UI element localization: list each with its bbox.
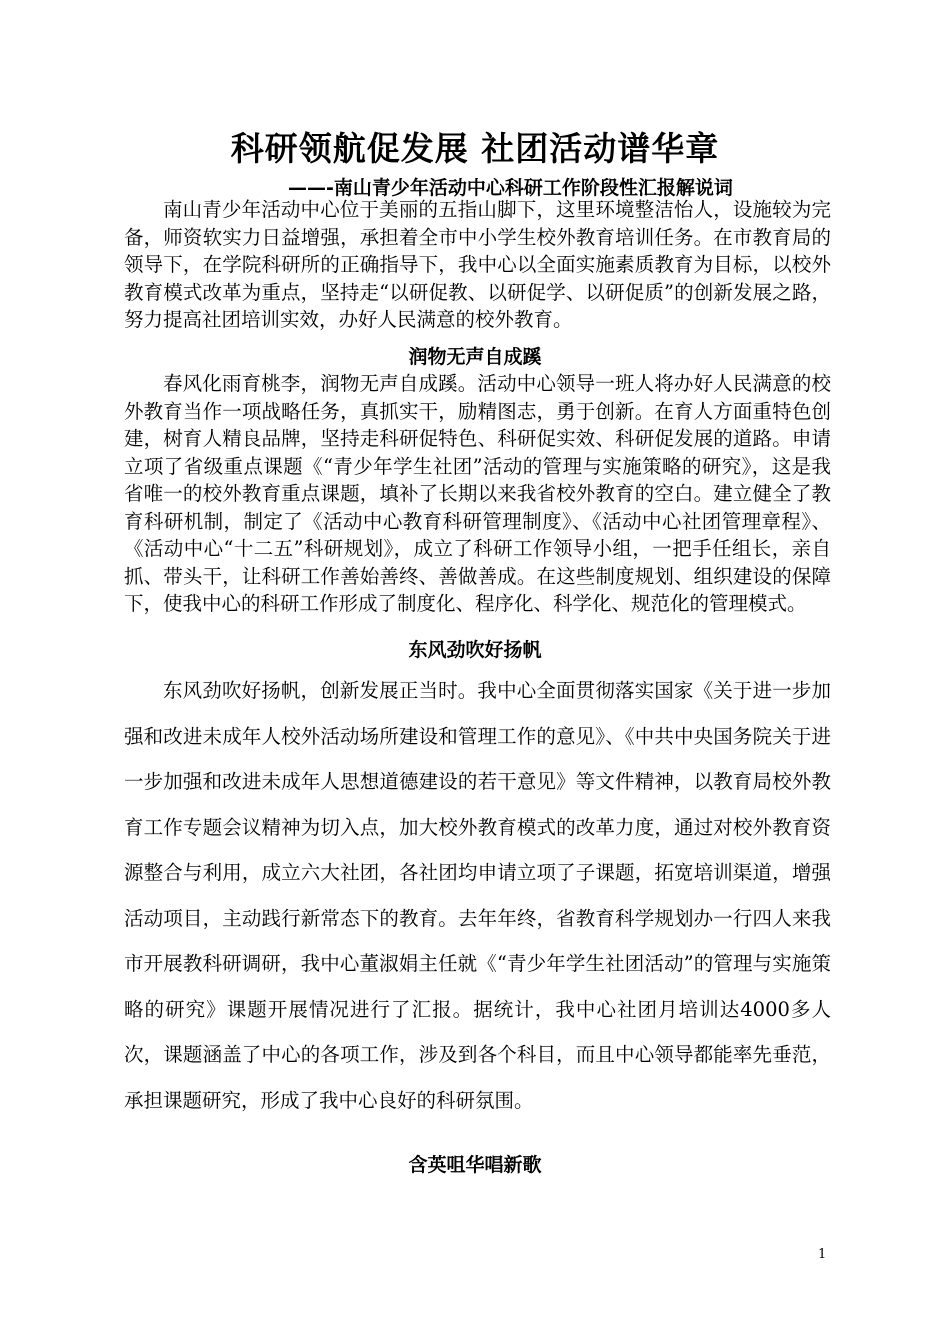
document-title: 科研领航促发展 社团活动谱华章 (230, 129, 720, 168)
section-heading-1: 润物无声自成蹊 (408, 346, 542, 368)
intro-paragraph: 南山青少年活动中心位于美丽的五指山脚下，这里环境整洁怡人，设施较为完备，师资软实力日益增强，承担着全市中小学生校外教育培训任务。在市教育局的领导下，在学院科研所的正确指导下，我中心以全面实施素质教育为目标，以校外教育模式改革为重点，坚持走“以研促教、以研促学、以研促质”的创新发展之路，努力提高社团培训实效，办好人民满意的校外教育。 (124, 198, 831, 331)
section-heading-2: 东风劲吹好扬帆 (408, 639, 542, 661)
page-number: 1 (818, 1247, 827, 1262)
section-heading-3: 含英咀华唱新歌 (408, 1154, 542, 1176)
section-body-1: 春风化雨育桃李，润物无声自成蹊。活动中心领导一班人将办好人民满意的校外教育当作一项战略任务，真抓实干，励精图志，勇于创新。在育人方面重特色创建，树育人精良品牌，坚持走科研促特色、科研促实效、科研促发展的道路。申请立项了省级重点课题《“青少年学生社团”活动的管理与实施策略的研究》，这是我省唯一的校外教育重点课题，填补了长期以来我省校外教育的空白。建立健全了教育科研机制，制定了《活动中心教育科研管理制度》、《活动中心社团管理章程》、《活动中心“十二五”科研规划》，成立了科研工作领导小组，一把手任组长，亲自抓、带头干，让科研工作善始善终、善做善成。在这些制度规划、组织建设的保障下，使我中心的科研工作形成了制度化、程序化、科学化、规范化的管理模式。 (124, 372, 831, 615)
document-subtitle: ——-南山青少年活动中心科研工作阶段性汇报解说词 (288, 177, 733, 199)
section-body-2: 东风劲吹好扬帆，创新发展正当时。我中心全面贯彻落实国家《关于进一步加强和改进未成年人校外活动场所建设和管理工作的意见》、《中共中央国务院关于进一步加强和改进未成年人思想道德建设的若干意见》等文件精神，以教育局校外教育工作专题会议精神为切入点，加大校外教育模式的改革力度，通过对校外教育资源整合与利用，成立六大社团，各社团均申请立项了子课题，拓宽培训渠道，增强活动项目，主动践行新常态下的教育。去年年终，省教育科学规划办一行四人来我市开展教科研调研，我中心董淑娟主任就《“青少年学生社团活动”的管理与实施策略的研究》课题开展情况进行了汇报。据统计，我中心社团月培训达4000多人次，课题涵盖了中心的各项工作，涉及到各个科目，而且中心领导都能率先垂范，承担课题研究，形成了我中心良好的科研氛围。 (124, 679, 831, 1112)
